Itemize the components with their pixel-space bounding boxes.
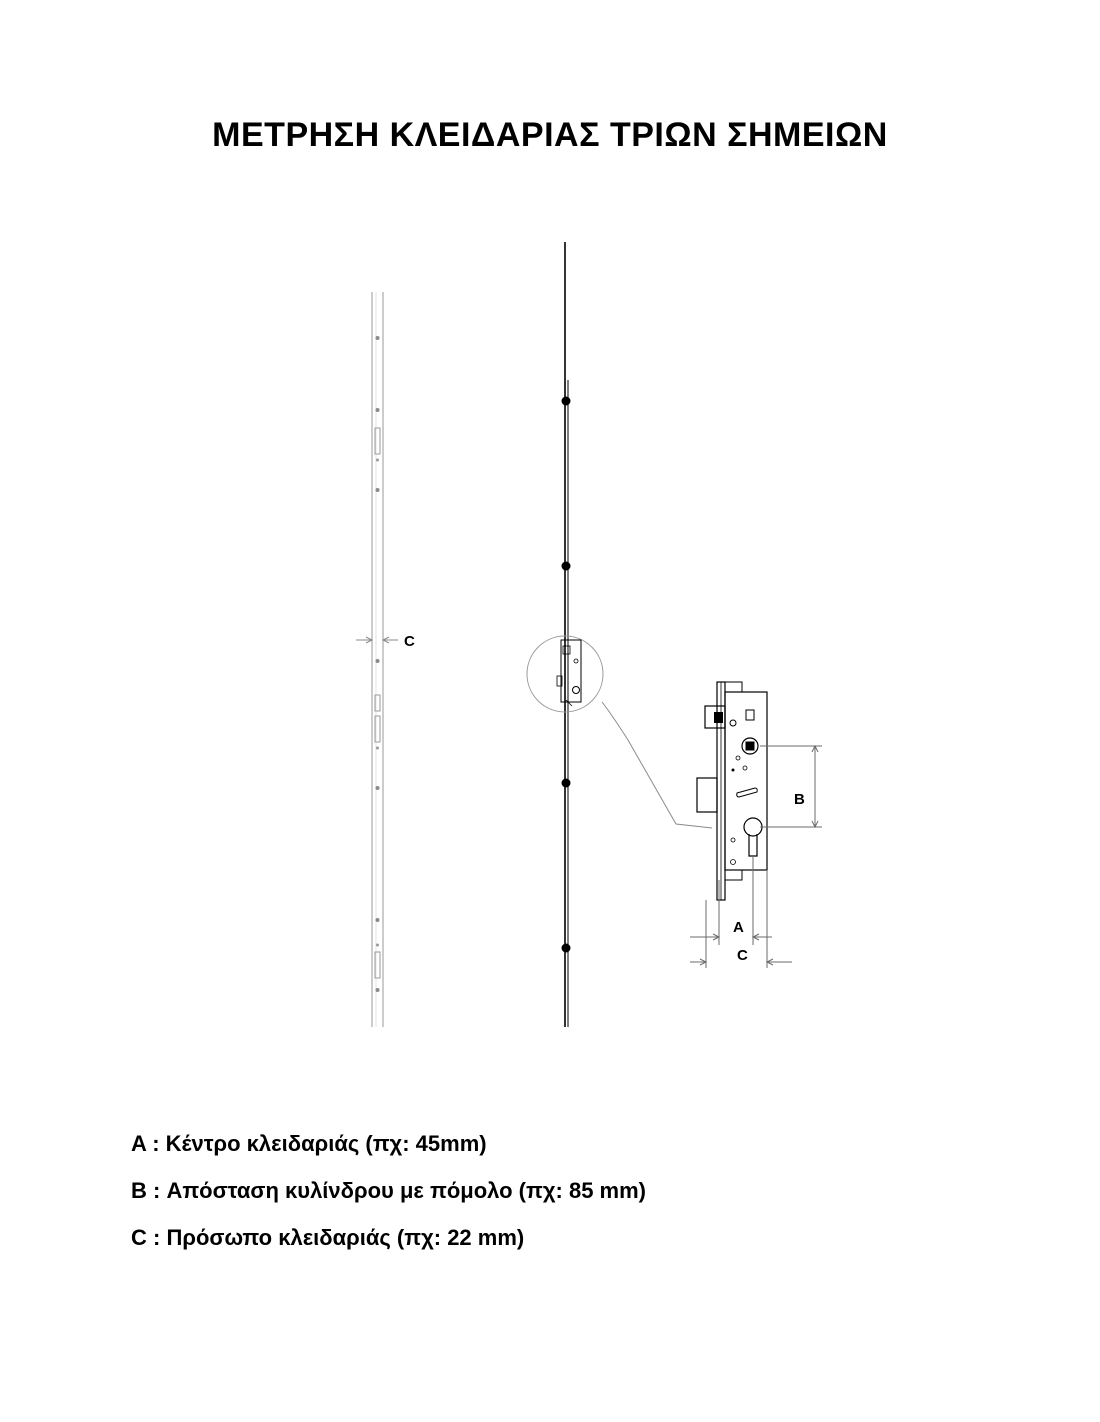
legend-separator: :	[146, 1131, 166, 1156]
legend-text: Πρόσωπο κλειδαριάς (πχ: 22 mm)	[166, 1225, 525, 1250]
lock-point-bottom	[562, 944, 571, 953]
dimension-c-label: C	[737, 947, 748, 964]
rod-side-view	[562, 242, 571, 1027]
faceplate-front-view	[356, 292, 398, 1027]
lock-point-upper	[562, 562, 571, 571]
legend-text: Κέντρο κλειδαριάς (πχ: 45mm)	[165, 1131, 487, 1156]
legend-key: B	[131, 1178, 147, 1203]
dimension-a-label: A	[733, 919, 744, 936]
measurement-legend	[131, 1128, 646, 1269]
legend-key: C	[131, 1225, 147, 1250]
dimension-b-label: B	[794, 791, 805, 808]
lock-point-lower	[562, 779, 571, 788]
page-title: ΜΕΤΡΗΣΗ ΚΛΕΙΔΑΡΙΑΣ ΤΡΙΩΝ ΣΗΜΕΙΩΝ	[212, 116, 888, 154]
zoom-circle	[527, 636, 712, 828]
dimension-b	[760, 746, 822, 827]
faceplate-c-label: C	[404, 633, 415, 650]
legend-text: Απόσταση κυλίνδρου με πόμολο (πχ: 85 mm)	[166, 1178, 646, 1203]
legend-row-b	[131, 1175, 646, 1222]
dimension-a	[690, 856, 772, 945]
legend-separator: :	[146, 1225, 167, 1250]
legend-row-a	[131, 1128, 646, 1175]
lock-body-detail	[697, 682, 767, 900]
legend-separator: :	[146, 1178, 167, 1203]
lock-point-top	[562, 397, 571, 406]
legend-row-c	[131, 1222, 646, 1269]
legend-key: A	[131, 1131, 147, 1156]
